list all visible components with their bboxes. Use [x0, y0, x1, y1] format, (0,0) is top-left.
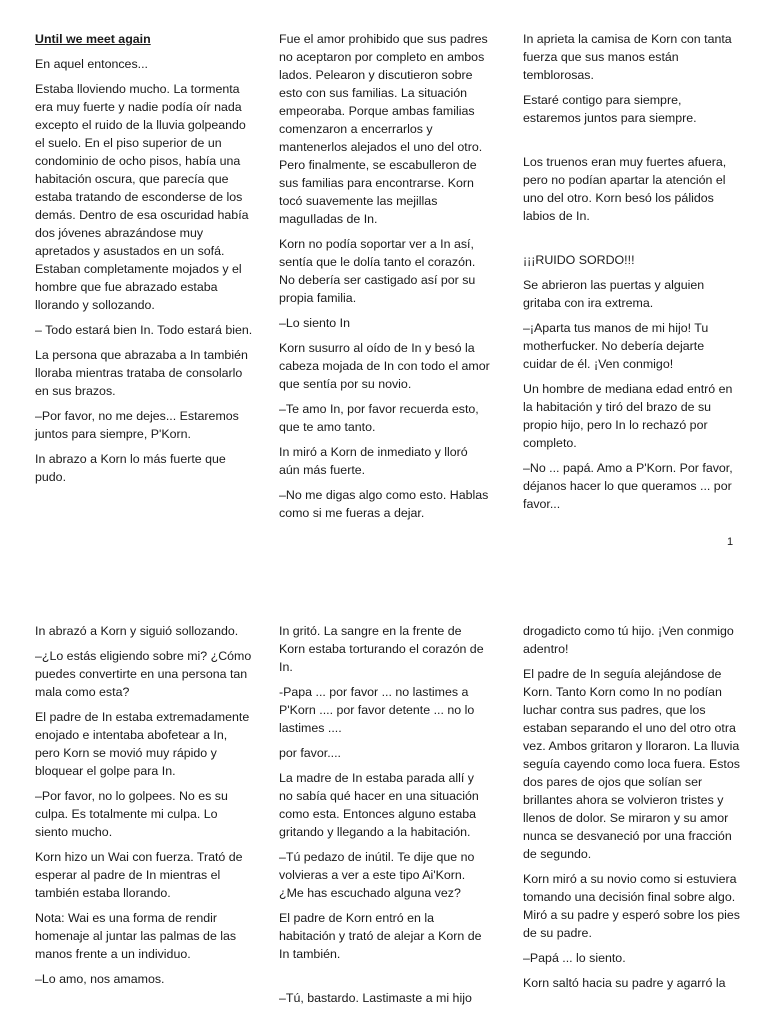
page1-column-3 [523, 30, 741, 520]
paragraph: Un hombre de mediana edad entró en la habitación y tiró del brazo de su propio hijo, pero In lo rechazó por completo. [523, 382, 733, 450]
paragraph: La persona que abrazaba a In también lloraba mientras trataba de consolarlo en sus brazos. [35, 348, 248, 398]
paragraph: El padre de Korn entró en la habitación y trató de alejar a Korn de In también. [279, 911, 482, 961]
paragraph: Se abrieron las puertas y alguien gritaba con ira extrema. [523, 278, 705, 310]
page-number: 1 [727, 536, 734, 548]
paragraph: –Por favor, no lo golpees. No es su culpa. Es totalmente mi culpa. Lo siento mucho. [35, 789, 228, 839]
sound-effect-text: ¡¡¡RUIDO SORDO!!! [523, 253, 635, 267]
paragraph: –Por favor, no me dejes... Estaremos juntos para siempre, P'Korn. [35, 409, 239, 441]
note-paragraph: Nota: Wai es una forma de rendir homenaje al juntar las palmas de las manos frente a un individuo. [35, 911, 237, 961]
document-page-2 [0, 622, 768, 1024]
document-page-1 [0, 30, 768, 560]
paragraph: –Te amo In, por favor recuerda esto, que te amo tanto. [279, 402, 479, 434]
paragraph: Korn hizo un Wai con fuerza. Trató de esperar al padre de In mientras el también estaba llorando. [35, 850, 243, 900]
paragraph: In abrazó a Korn y siguió sollozando. [35, 624, 239, 638]
story-title: Until we meet again [35, 32, 151, 46]
paragraph: –¡Aparta tus manos de mi hijo! Tu motherfucker. No debería dejarte cuidar de él. ¡Ven conmigo! [523, 321, 709, 371]
paragraph: Fue el amor prohibido que sus padres no aceptaron por completo en ambos lados. Pelearon y discutieron sobre esto con sus familias. La situación empeoraba. Porque ambas familias comenzaron a encerrarlos y mantenerlos alejados el uno del otro. Pero finalmente, se escabulleron de sus familias para encontrarse. Korn tocó suavemente las mejillas maguIladas de In. [279, 32, 488, 226]
paragraph: -Papa ... por favor ... no lastimes a P'Korn .... por favor detente ... no lo lastimes .... [279, 685, 475, 735]
paragraph: –Lo amo, nos amamos. [35, 972, 165, 986]
paragraph: –Papá ... lo siento. [523, 951, 626, 965]
paragraph: Estaré contigo para siempre, estaremos juntos para siempre. [523, 93, 697, 125]
paragraph: –No me digas algo como esto. Hablas como si me fueras a dejar. [279, 488, 489, 520]
paragraph: In abrazo a Korn lo más fuerte que pudo. [35, 452, 226, 484]
paragraph: Korn susurro al oído de In y besó la cabeza mojada de In con todo el amor que sentía por su novio. [279, 341, 490, 391]
page2-column-1 [35, 622, 253, 995]
page1-column-2 [279, 30, 491, 529]
paragraph: –No ... papá. Amo a P'Korn. Por favor, déjanos hacer lo que queramos ... por favor... [523, 461, 733, 511]
page2-column-2 [279, 622, 491, 1014]
paragraph: –Tú pedazo de inútil. Te dije que no volvieras a ver a este tipo Ai'Korn. ¿Me has escuchado alguna vez? [279, 850, 475, 900]
paragraph: drogadicto como tú hijo. ¡Ven conmigo adentro! [523, 624, 734, 656]
paragraph: El padre de In seguía alejándose de Korn. Tanto Korn como In no podían luchar contra sus padres, que los estaban separando el uno del otro otra vez. Ambos gritaron y lloraron. La lluvia seguía cayendo como loca fuera. Estos dos pares de ojos que solían ser brillantes ahora se volvieron tristes y llenos de dolor. Se miraron y su amor nunca se desvaneció por una fracción de segundo. [523, 667, 740, 861]
paragraph: In aprieta la camisa de Korn con tanta fuerza que sus manos están temblorosas. [523, 32, 732, 82]
paragraph: El padre de In estaba extremadamente enojado e intentaba abofetear a In, pero Korn se movió muy rápido y bloquear el golpe para In. [35, 710, 250, 778]
page1-column-1 [35, 30, 253, 493]
paragraph: En aquel entonces... [35, 57, 148, 71]
paragraph: In miró a Korn de inmediato y lloró aún más fuerte. [279, 445, 468, 477]
paragraph: –Tú, bastardo. Lastimaste a mi hijo [279, 991, 472, 1005]
paragraph: Korn no podía soportar ver a In así, sentía que le dolía tanto el corazón. No debería ser castigado así por su propia familia. [279, 237, 476, 305]
page2-column-3 [523, 622, 741, 999]
paragraph: –Lo siento In [279, 316, 350, 330]
paragraph: In gritó. La sangre en la frente de Korn estaba torturando el corazón de In. [279, 624, 484, 674]
paragraph: Estaba lloviendo mucho. La tormenta era muy fuerte y nadie podía oír nada excepto el ruido de la lluvia golpeando el suelo. En el piso superior de un condominio de ocho pisos, había una habitación oscura, que parecía que estaba tratando de esconderse de los demás. Dentro de esa oscuridad había dos jóvenes abrazándose muy apretados y asustados en un sofá. Estaban completamente mojados y el hombre que fue abrazado estaba llorando y sollozando. [35, 82, 249, 312]
paragraph: Los truenos eran muy fuertes afuera, pero no podían apartar la atención el uno del otro. Korn besó los pálidos labios de In. [523, 155, 727, 223]
paragraph: –¿Lo estás eligiendo sobre mi? ¿Cómo puedes convertirte en una persona tan mala como esta? [35, 649, 252, 699]
paragraph: La madre de In estaba parada allí y no sabía qué hacer en una situación como esta. Entonces alguno estaba gritando y llegando a la habitación. [279, 771, 479, 839]
paragraph: Korn miró a su novio como si estuviera tomando una decisión final sobre algo. Miró a su padre y esperó sobre los pies de su padre. [523, 872, 740, 940]
paragraph: por favor.... [279, 746, 341, 760]
paragraph: Korn saltó hacia su padre y agarró la [523, 976, 726, 990]
paragraph: – Todo estará bien In. Todo estará bien. [35, 323, 253, 337]
